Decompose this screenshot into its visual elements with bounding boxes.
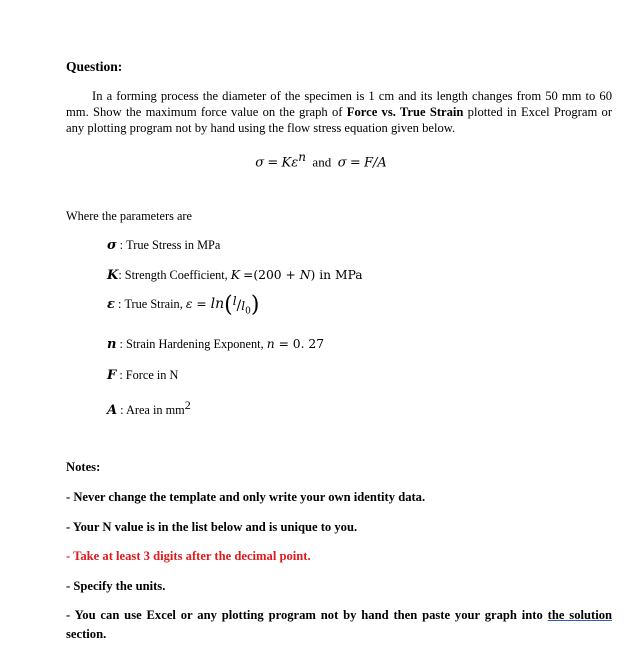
param-k xyxy=(107,268,363,283)
strain-fraction xyxy=(233,294,251,317)
param-sigma xyxy=(107,238,220,253)
note-template: - Never change the template and only write your own identity data. xyxy=(66,490,426,504)
param-k-desc: : Strength Coefficient, xyxy=(118,268,231,282)
param-k-eq-end: ) in MPa xyxy=(310,268,363,282)
parameters-intro: Where the parameters are xyxy=(66,209,192,223)
eq-k-epsilon: Kε xyxy=(281,155,299,171)
intro-tail: plotted in Excel Program or any plotting program not by hand using the flow stress equation given below. xyxy=(66,105,613,135)
fraction-numerator: l xyxy=(232,294,237,308)
fraction-slash: / xyxy=(236,298,242,315)
param-epsilon xyxy=(107,294,259,317)
param-n-symbol: n xyxy=(107,337,117,352)
param-epsilon-eq-symbol: ε xyxy=(185,297,193,312)
param-k-eq: =(200 + xyxy=(243,268,300,282)
eq-force-area: F/A xyxy=(363,155,387,171)
param-k-symbol: K xyxy=(107,268,119,283)
param-f-desc: : Force in N xyxy=(119,368,179,382)
param-a xyxy=(107,398,191,418)
param-a-desc: : Area in mm xyxy=(120,403,185,418)
note-units: - Specify the units. xyxy=(66,579,166,593)
param-epsilon-desc: : True Strain, xyxy=(117,297,186,312)
param-n xyxy=(107,337,324,352)
param-f-symbol: F xyxy=(107,368,117,383)
note-plotting-lead: - You can use Excel or any plotting program not by hand then paste your graph into xyxy=(66,608,548,622)
question-intro xyxy=(66,88,612,136)
param-n-desc: : Strain Hardening Exponent, xyxy=(119,337,267,351)
param-a-symbol: A xyxy=(107,403,118,419)
param-epsilon-symbol: ε xyxy=(107,297,115,313)
param-k-eq-n: N xyxy=(299,268,311,282)
notes-title: Notes: xyxy=(66,460,101,474)
eq-equals-1: = xyxy=(267,155,279,171)
open-paren: ( xyxy=(224,292,233,318)
param-sigma-desc: : True Stress in MPa xyxy=(119,238,221,252)
eq-sigma-left: σ xyxy=(255,155,265,171)
eq-exponent: n xyxy=(298,150,306,164)
solution-link: the solution xyxy=(547,608,612,622)
eq-sigma-right: σ xyxy=(337,155,347,171)
note-plotting-tail: section. xyxy=(66,627,107,641)
close-paren: ) xyxy=(250,292,260,318)
param-n-eq-symbol: n xyxy=(266,337,275,351)
fraction-denominator: l xyxy=(241,299,246,314)
param-k-eq-symbol: K xyxy=(230,268,240,282)
param-sigma-symbol: σ xyxy=(107,238,117,253)
param-epsilon-ln: ln xyxy=(210,296,225,313)
intro-lead: In a forming process the diameter of the specimen is 1 cm and its length changes from 50 mm to 60 mm. Show the maximum force value on the graph of xyxy=(66,89,612,119)
eq-equals-2: = xyxy=(349,155,361,171)
eq-and: and xyxy=(312,154,332,170)
param-n-eq: = 0. 27 xyxy=(274,337,325,351)
param-a-exp: 2 xyxy=(184,398,191,412)
note-n-value: - Your N value is in the list below and is unique to you. xyxy=(66,520,358,534)
question-heading: Question: xyxy=(66,59,123,74)
fraction-denominator-sub: 0 xyxy=(245,306,251,317)
flow-stress-equation xyxy=(0,150,642,170)
param-epsilon-eq: = xyxy=(192,297,211,312)
note-plotting xyxy=(66,606,612,644)
param-f xyxy=(107,368,178,383)
note-decimals: - Take at least 3 digits after the decimal point. xyxy=(66,549,311,563)
intro-bold: Force vs. True Strain xyxy=(346,105,464,119)
